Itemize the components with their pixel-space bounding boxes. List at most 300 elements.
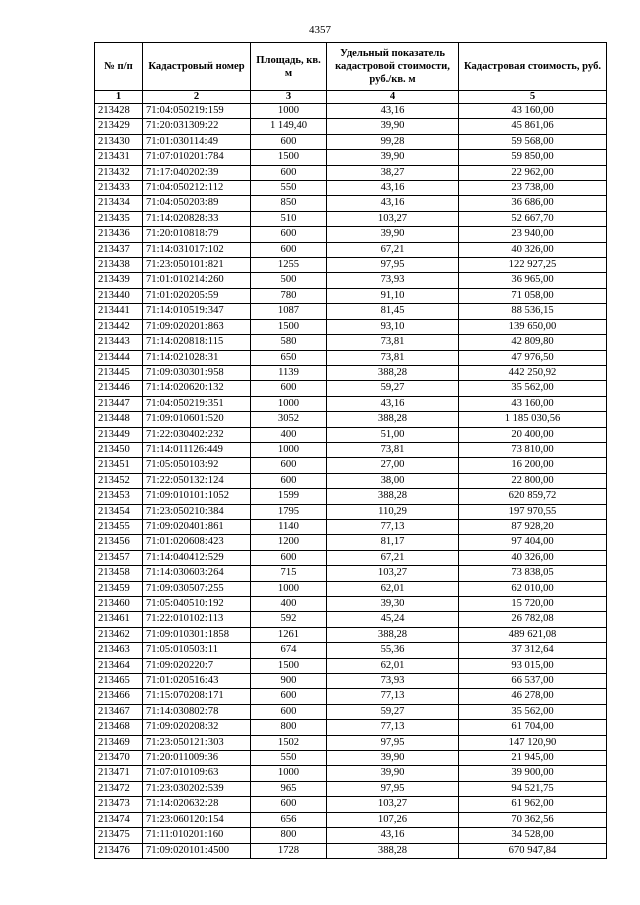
table-row bbox=[95, 273, 607, 288]
cell-area: 510 bbox=[251, 211, 327, 226]
cell-cadastral-number: 71:14:021028:31 bbox=[143, 350, 251, 365]
cell-cadastral-number: 71:15:070208:171 bbox=[143, 689, 251, 704]
cell-cadastral-number: 71:04:050219:351 bbox=[143, 396, 251, 411]
table-row bbox=[95, 658, 607, 673]
cell-cadastral-number: 71:05:040510:192 bbox=[143, 597, 251, 612]
cell-cadastral-cost: 88 536,15 bbox=[459, 304, 607, 319]
cadastral-value-table bbox=[94, 42, 607, 859]
cell-specific-value: 43,16 bbox=[327, 396, 459, 411]
cell-row-number: 213448 bbox=[95, 412, 143, 427]
cell-row-number: 213444 bbox=[95, 350, 143, 365]
cell-cadastral-number: 71:07:010109:63 bbox=[143, 766, 251, 781]
cell-area: 900 bbox=[251, 674, 327, 689]
header-row-number: № п/п bbox=[95, 43, 143, 91]
table-row bbox=[95, 319, 607, 334]
cell-area: 600 bbox=[251, 704, 327, 719]
cell-specific-value: 62,01 bbox=[327, 581, 459, 596]
cell-cadastral-cost: 87 928,20 bbox=[459, 519, 607, 534]
cell-specific-value: 97,95 bbox=[327, 735, 459, 750]
cell-row-number: 213464 bbox=[95, 658, 143, 673]
table-row bbox=[95, 674, 607, 689]
table-row bbox=[95, 165, 607, 180]
table-row bbox=[95, 196, 607, 211]
cell-cadastral-cost: 42 809,80 bbox=[459, 335, 607, 350]
cell-cadastral-cost: 22 800,00 bbox=[459, 473, 607, 488]
table-row bbox=[95, 812, 607, 827]
cell-cadastral-cost: 442 250,92 bbox=[459, 365, 607, 380]
cell-row-number: 213439 bbox=[95, 273, 143, 288]
cell-row-number: 213456 bbox=[95, 535, 143, 550]
cell-row-number: 213441 bbox=[95, 304, 143, 319]
cell-cadastral-number: 71:01:020205:59 bbox=[143, 288, 251, 303]
cell-cadastral-number: 71:04:050203:89 bbox=[143, 196, 251, 211]
cell-row-number: 213446 bbox=[95, 381, 143, 396]
cell-cadastral-number: 71:14:010519:347 bbox=[143, 304, 251, 319]
cell-row-number: 213469 bbox=[95, 735, 143, 750]
cell-cadastral-number: 71:09:020401:861 bbox=[143, 519, 251, 534]
cell-row-number: 213443 bbox=[95, 335, 143, 350]
table-row bbox=[95, 535, 607, 550]
cell-cadastral-number: 71:23:050210:384 bbox=[143, 504, 251, 519]
cell-area: 550 bbox=[251, 181, 327, 196]
cell-row-number: 213442 bbox=[95, 319, 143, 334]
table-row bbox=[95, 288, 607, 303]
cell-area: 1000 bbox=[251, 104, 327, 119]
column-number: 2 bbox=[143, 91, 251, 104]
cell-area: 600 bbox=[251, 165, 327, 180]
cell-cadastral-number: 71:09:020208:32 bbox=[143, 720, 251, 735]
cell-cadastral-number: 71:09:010101:1052 bbox=[143, 489, 251, 504]
cell-row-number: 213473 bbox=[95, 797, 143, 812]
cell-row-number: 213452 bbox=[95, 473, 143, 488]
table-row bbox=[95, 581, 607, 596]
cell-row-number: 213440 bbox=[95, 288, 143, 303]
table-row bbox=[95, 335, 607, 350]
cell-cadastral-cost: 21 945,00 bbox=[459, 751, 607, 766]
table-row bbox=[95, 304, 607, 319]
cell-specific-value: 97,95 bbox=[327, 258, 459, 273]
cell-cadastral-cost: 52 667,70 bbox=[459, 211, 607, 226]
cell-row-number: 213435 bbox=[95, 211, 143, 226]
cell-cadastral-cost: 94 521,75 bbox=[459, 781, 607, 796]
cell-row-number: 213470 bbox=[95, 751, 143, 766]
column-number: 3 bbox=[251, 91, 327, 104]
cell-cadastral-cost: 22 962,00 bbox=[459, 165, 607, 180]
table-row bbox=[95, 843, 607, 858]
cell-row-number: 213467 bbox=[95, 704, 143, 719]
cell-cadastral-number: 71:20:011009:36 bbox=[143, 751, 251, 766]
cell-cadastral-cost: 1 185 030,56 bbox=[459, 412, 607, 427]
cell-cadastral-cost: 16 200,00 bbox=[459, 458, 607, 473]
table-row bbox=[95, 627, 607, 642]
cell-cadastral-number: 71:09:030507:255 bbox=[143, 581, 251, 596]
cell-area: 800 bbox=[251, 720, 327, 735]
cell-row-number: 213459 bbox=[95, 581, 143, 596]
table-row bbox=[95, 473, 607, 488]
cell-cadastral-number: 71:09:020201:863 bbox=[143, 319, 251, 334]
cell-specific-value: 59,27 bbox=[327, 704, 459, 719]
cell-cadastral-cost: 139 650,00 bbox=[459, 319, 607, 334]
cell-specific-value: 39,90 bbox=[327, 751, 459, 766]
cell-cadastral-cost: 620 859,72 bbox=[459, 489, 607, 504]
cell-area: 400 bbox=[251, 597, 327, 612]
cell-area: 400 bbox=[251, 427, 327, 442]
cell-specific-value: 39,90 bbox=[327, 150, 459, 165]
cell-cadastral-cost: 47 976,50 bbox=[459, 350, 607, 365]
cell-cadastral-number: 71:14:030802:78 bbox=[143, 704, 251, 719]
cell-area: 3052 bbox=[251, 412, 327, 427]
page-number: 4357 bbox=[309, 24, 331, 36]
cell-cadastral-number: 71:14:020620:132 bbox=[143, 381, 251, 396]
cell-cadastral-number: 71:01:010214:260 bbox=[143, 273, 251, 288]
cell-area: 650 bbox=[251, 350, 327, 365]
cell-cadastral-number: 71:23:030202:539 bbox=[143, 781, 251, 796]
cell-area: 656 bbox=[251, 812, 327, 827]
table-row bbox=[95, 751, 607, 766]
cell-specific-value: 81,45 bbox=[327, 304, 459, 319]
cell-cadastral-cost: 489 621,08 bbox=[459, 627, 607, 642]
cell-specific-value: 39,90 bbox=[327, 766, 459, 781]
cell-area: 600 bbox=[251, 473, 327, 488]
cell-area: 500 bbox=[251, 273, 327, 288]
cell-area: 1728 bbox=[251, 843, 327, 858]
cell-cadastral-cost: 97 404,00 bbox=[459, 535, 607, 550]
table-row bbox=[95, 242, 607, 257]
table-row bbox=[95, 396, 607, 411]
cell-cadastral-number: 71:09:020101:4500 bbox=[143, 843, 251, 858]
cell-cadastral-cost: 43 160,00 bbox=[459, 104, 607, 119]
cell-specific-value: 388,28 bbox=[327, 489, 459, 504]
cell-cadastral-number: 71:14:031017:102 bbox=[143, 242, 251, 257]
cell-cadastral-cost: 70 362,56 bbox=[459, 812, 607, 827]
cell-row-number: 213462 bbox=[95, 627, 143, 642]
cell-cadastral-cost: 73 810,00 bbox=[459, 442, 607, 457]
cell-cadastral-number: 71:23:060120:154 bbox=[143, 812, 251, 827]
cell-cadastral-number: 71:05:010503:11 bbox=[143, 643, 251, 658]
header-area: Площадь, кв. м bbox=[251, 43, 327, 91]
cell-area: 600 bbox=[251, 458, 327, 473]
cell-area: 780 bbox=[251, 288, 327, 303]
table-row bbox=[95, 412, 607, 427]
table-header-row bbox=[95, 43, 607, 91]
cell-area: 592 bbox=[251, 612, 327, 627]
cell-area: 600 bbox=[251, 227, 327, 242]
cell-specific-value: 51,00 bbox=[327, 427, 459, 442]
table-row bbox=[95, 566, 607, 581]
cell-specific-value: 73,81 bbox=[327, 442, 459, 457]
cell-area: 550 bbox=[251, 751, 327, 766]
cell-row-number: 213472 bbox=[95, 781, 143, 796]
table-row bbox=[95, 458, 607, 473]
cell-area: 1139 bbox=[251, 365, 327, 380]
cell-cadastral-cost: 35 562,00 bbox=[459, 704, 607, 719]
cell-cadastral-cost: 46 278,00 bbox=[459, 689, 607, 704]
table-row bbox=[95, 797, 607, 812]
cell-cadastral-number: 71:14:030603:264 bbox=[143, 566, 251, 581]
table-row bbox=[95, 119, 607, 134]
cell-cadastral-number: 71:09:010601:520 bbox=[143, 412, 251, 427]
table-row bbox=[95, 150, 607, 165]
header-cadastral-cost: Кадастровая стоимость, руб. bbox=[459, 43, 607, 91]
table-row bbox=[95, 828, 607, 843]
cell-area: 600 bbox=[251, 134, 327, 149]
cell-row-number: 213476 bbox=[95, 843, 143, 858]
cell-specific-value: 103,27 bbox=[327, 211, 459, 226]
cell-cadastral-number: 71:05:050103:92 bbox=[143, 458, 251, 473]
cell-row-number: 213454 bbox=[95, 504, 143, 519]
cell-row-number: 213434 bbox=[95, 196, 143, 211]
cell-specific-value: 67,21 bbox=[327, 242, 459, 257]
cell-area: 965 bbox=[251, 781, 327, 796]
cell-cadastral-cost: 36 965,00 bbox=[459, 273, 607, 288]
cell-area: 1500 bbox=[251, 658, 327, 673]
cell-area: 600 bbox=[251, 689, 327, 704]
cell-specific-value: 103,27 bbox=[327, 797, 459, 812]
cell-area: 1500 bbox=[251, 150, 327, 165]
cell-cadastral-cost: 20 400,00 bbox=[459, 427, 607, 442]
cell-cadastral-cost: 61 704,00 bbox=[459, 720, 607, 735]
cell-specific-value: 39,90 bbox=[327, 227, 459, 242]
table-row bbox=[95, 442, 607, 457]
cell-cadastral-cost: 59 850,00 bbox=[459, 150, 607, 165]
table-row bbox=[95, 211, 607, 226]
cell-cadastral-cost: 62 010,00 bbox=[459, 581, 607, 596]
cell-area: 1795 bbox=[251, 504, 327, 519]
cell-cadastral-cost: 35 562,00 bbox=[459, 381, 607, 396]
header-specific-value: Удельный показатель кадастровой стоимости, руб./кв. м bbox=[327, 43, 459, 91]
column-number: 4 bbox=[327, 91, 459, 104]
cell-cadastral-number: 71:09:020220:7 bbox=[143, 658, 251, 673]
cell-cadastral-number: 71:17:040202:39 bbox=[143, 165, 251, 180]
cell-specific-value: 27,00 bbox=[327, 458, 459, 473]
cell-specific-value: 103,27 bbox=[327, 566, 459, 581]
table-body bbox=[95, 104, 607, 859]
cell-cadastral-cost: 73 838,05 bbox=[459, 566, 607, 581]
cell-cadastral-cost: 26 782,08 bbox=[459, 612, 607, 627]
cell-row-number: 213436 bbox=[95, 227, 143, 242]
cell-row-number: 213474 bbox=[95, 812, 143, 827]
cell-cadastral-cost: 45 861,06 bbox=[459, 119, 607, 134]
cell-specific-value: 59,27 bbox=[327, 381, 459, 396]
cell-cadastral-number: 71:22:010102:113 bbox=[143, 612, 251, 627]
cell-row-number: 213463 bbox=[95, 643, 143, 658]
cell-specific-value: 107,26 bbox=[327, 812, 459, 827]
table-row bbox=[95, 735, 607, 750]
cell-cadastral-number: 71:01:020608:423 bbox=[143, 535, 251, 550]
cell-specific-value: 81,17 bbox=[327, 535, 459, 550]
cell-row-number: 213466 bbox=[95, 689, 143, 704]
table-row bbox=[95, 489, 607, 504]
cell-area: 1255 bbox=[251, 258, 327, 273]
cell-cadastral-number: 71:14:020818:115 bbox=[143, 335, 251, 350]
cell-specific-value: 43,16 bbox=[327, 196, 459, 211]
cell-row-number: 213447 bbox=[95, 396, 143, 411]
cell-specific-value: 388,28 bbox=[327, 412, 459, 427]
cell-row-number: 213430 bbox=[95, 134, 143, 149]
table-row bbox=[95, 781, 607, 796]
cell-area: 600 bbox=[251, 797, 327, 812]
table-row bbox=[95, 258, 607, 273]
cell-cadastral-cost: 40 326,00 bbox=[459, 242, 607, 257]
cell-specific-value: 73,93 bbox=[327, 674, 459, 689]
cell-row-number: 213428 bbox=[95, 104, 143, 119]
cell-cadastral-number: 71:14:011126:449 bbox=[143, 442, 251, 457]
cell-specific-value: 73,81 bbox=[327, 350, 459, 365]
cell-area: 1200 bbox=[251, 535, 327, 550]
cell-row-number: 213461 bbox=[95, 612, 143, 627]
column-number: 5 bbox=[459, 91, 607, 104]
table-row bbox=[95, 427, 607, 442]
cell-specific-value: 77,13 bbox=[327, 689, 459, 704]
cell-area: 1140 bbox=[251, 519, 327, 534]
cell-area: 715 bbox=[251, 566, 327, 581]
cell-row-number: 213471 bbox=[95, 766, 143, 781]
cell-cadastral-cost: 23 738,00 bbox=[459, 181, 607, 196]
table-row bbox=[95, 550, 607, 565]
cell-specific-value: 62,01 bbox=[327, 658, 459, 673]
table-row bbox=[95, 104, 607, 119]
cell-area: 1087 bbox=[251, 304, 327, 319]
cell-cadastral-cost: 59 568,00 bbox=[459, 134, 607, 149]
cell-row-number: 213449 bbox=[95, 427, 143, 442]
cell-row-number: 213458 bbox=[95, 566, 143, 581]
column-number-row bbox=[95, 91, 607, 104]
table-row bbox=[95, 519, 607, 534]
cell-specific-value: 388,28 bbox=[327, 627, 459, 642]
table-row bbox=[95, 134, 607, 149]
column-number: 1 bbox=[95, 91, 143, 104]
cell-area: 1 149,40 bbox=[251, 119, 327, 134]
cell-cadastral-number: 71:11:010201:160 bbox=[143, 828, 251, 843]
cell-area: 1502 bbox=[251, 735, 327, 750]
cell-area: 1000 bbox=[251, 396, 327, 411]
cell-specific-value: 43,16 bbox=[327, 828, 459, 843]
cell-cadastral-number: 71:23:050121:303 bbox=[143, 735, 251, 750]
cell-cadastral-cost: 197 970,55 bbox=[459, 504, 607, 519]
table-row bbox=[95, 350, 607, 365]
cell-specific-value: 77,13 bbox=[327, 720, 459, 735]
cell-cadastral-cost: 43 160,00 bbox=[459, 396, 607, 411]
cell-cadastral-number: 71:09:010301:1858 bbox=[143, 627, 251, 642]
cell-cadastral-number: 71:14:020828:33 bbox=[143, 211, 251, 226]
table-row bbox=[95, 643, 607, 658]
table-row bbox=[95, 612, 607, 627]
cell-area: 800 bbox=[251, 828, 327, 843]
cell-area: 1599 bbox=[251, 489, 327, 504]
cell-specific-value: 38,27 bbox=[327, 165, 459, 180]
cell-specific-value: 99,28 bbox=[327, 134, 459, 149]
cell-area: 1000 bbox=[251, 581, 327, 596]
cell-area: 674 bbox=[251, 643, 327, 658]
cell-specific-value: 73,81 bbox=[327, 335, 459, 350]
cell-cadastral-cost: 37 312,64 bbox=[459, 643, 607, 658]
cell-row-number: 213445 bbox=[95, 365, 143, 380]
cell-area: 600 bbox=[251, 242, 327, 257]
cell-cadastral-number: 71:01:030114:49 bbox=[143, 134, 251, 149]
cell-cadastral-cost: 66 537,00 bbox=[459, 674, 607, 689]
cell-cadastral-cost: 15 720,00 bbox=[459, 597, 607, 612]
cell-specific-value: 91,10 bbox=[327, 288, 459, 303]
cell-cadastral-number: 71:07:010201:784 bbox=[143, 150, 251, 165]
cell-row-number: 213429 bbox=[95, 119, 143, 134]
cell-area: 1261 bbox=[251, 627, 327, 642]
cell-area: 1000 bbox=[251, 442, 327, 457]
cell-specific-value: 97,95 bbox=[327, 781, 459, 796]
cell-cadastral-cost: 71 058,00 bbox=[459, 288, 607, 303]
cell-cadastral-cost: 23 940,00 bbox=[459, 227, 607, 242]
cell-area: 1500 bbox=[251, 319, 327, 334]
cell-specific-value: 388,28 bbox=[327, 365, 459, 380]
cell-specific-value: 45,24 bbox=[327, 612, 459, 627]
cell-area: 850 bbox=[251, 196, 327, 211]
cell-specific-value: 73,93 bbox=[327, 273, 459, 288]
cell-row-number: 213455 bbox=[95, 519, 143, 534]
cell-specific-value: 39,30 bbox=[327, 597, 459, 612]
cell-row-number: 213451 bbox=[95, 458, 143, 473]
cell-row-number: 213450 bbox=[95, 442, 143, 457]
cell-row-number: 213433 bbox=[95, 181, 143, 196]
table-row bbox=[95, 381, 607, 396]
cell-area: 1000 bbox=[251, 766, 327, 781]
cell-cadastral-cost: 36 686,00 bbox=[459, 196, 607, 211]
cell-area: 600 bbox=[251, 381, 327, 396]
cell-specific-value: 388,28 bbox=[327, 843, 459, 858]
cell-row-number: 213475 bbox=[95, 828, 143, 843]
cell-cadastral-number: 71:22:050132:124 bbox=[143, 473, 251, 488]
cell-cadastral-number: 71:14:040412:529 bbox=[143, 550, 251, 565]
cell-cadastral-number: 71:04:050219:159 bbox=[143, 104, 251, 119]
cell-row-number: 213460 bbox=[95, 597, 143, 612]
cell-area: 580 bbox=[251, 335, 327, 350]
cell-specific-value: 38,00 bbox=[327, 473, 459, 488]
table-row bbox=[95, 365, 607, 380]
cell-cadastral-cost: 40 326,00 bbox=[459, 550, 607, 565]
header-cadastral-number: Кадастровый номер bbox=[143, 43, 251, 91]
cell-cadastral-cost: 34 528,00 bbox=[459, 828, 607, 843]
table-row bbox=[95, 597, 607, 612]
cell-area: 600 bbox=[251, 550, 327, 565]
cell-specific-value: 39,90 bbox=[327, 119, 459, 134]
cell-row-number: 213438 bbox=[95, 258, 143, 273]
cell-specific-value: 43,16 bbox=[327, 104, 459, 119]
table-row bbox=[95, 689, 607, 704]
table-row bbox=[95, 720, 607, 735]
cell-cadastral-number: 71:09:030301:958 bbox=[143, 365, 251, 380]
cell-cadastral-cost: 670 947,84 bbox=[459, 843, 607, 858]
table-row bbox=[95, 227, 607, 242]
cell-cadastral-number: 71:01:020516:43 bbox=[143, 674, 251, 689]
cell-row-number: 213465 bbox=[95, 674, 143, 689]
cell-specific-value: 67,21 bbox=[327, 550, 459, 565]
cell-cadastral-number: 71:20:031309:22 bbox=[143, 119, 251, 134]
cell-row-number: 213453 bbox=[95, 489, 143, 504]
cell-row-number: 213437 bbox=[95, 242, 143, 257]
cell-specific-value: 55,36 bbox=[327, 643, 459, 658]
cell-cadastral-number: 71:14:020632:28 bbox=[143, 797, 251, 812]
cell-row-number: 213468 bbox=[95, 720, 143, 735]
cell-specific-value: 93,10 bbox=[327, 319, 459, 334]
cell-cadastral-number: 71:23:050101:821 bbox=[143, 258, 251, 273]
table-row bbox=[95, 181, 607, 196]
cell-row-number: 213432 bbox=[95, 165, 143, 180]
cell-cadastral-cost: 147 120,90 bbox=[459, 735, 607, 750]
cell-cadastral-number: 71:20:010818:79 bbox=[143, 227, 251, 242]
cell-specific-value: 110,29 bbox=[327, 504, 459, 519]
table-row bbox=[95, 504, 607, 519]
table-row bbox=[95, 704, 607, 719]
cell-specific-value: 43,16 bbox=[327, 181, 459, 196]
cell-specific-value: 77,13 bbox=[327, 519, 459, 534]
